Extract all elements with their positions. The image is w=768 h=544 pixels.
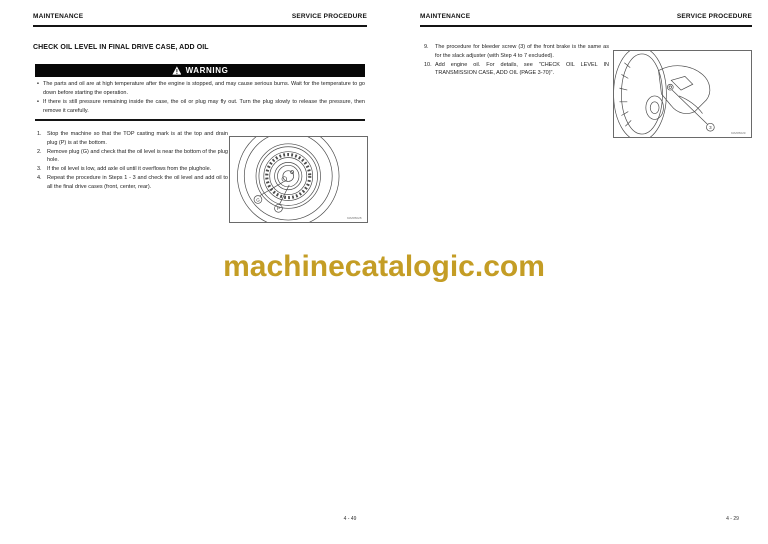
step-number: 2. [37,148,42,155]
procedure-step [37,130,228,148]
figure-code: 9JM05028 [346,216,362,221]
right-header-service-procedure: SERVICE PROCEDURE [676,13,752,20]
step-text: If the oil level is low, add axle oil until it overflows from the plughole. [47,166,212,173]
left-header-rule [33,25,367,27]
step-text: Repeat the procedure in Steps 1 - 3 and check the oil level and add oil to all the final drive cases (front, center, rear). [47,174,228,190]
left-procedure-steps [37,130,228,210]
figure-label-g: G [256,197,260,203]
figure-code: 9JM05029 [731,131,746,136]
procedure-step [37,148,228,166]
warning-triangle-icon [172,66,182,75]
warning-bullets [37,80,365,118]
bullet-marker: • [37,99,39,105]
step-text: Stop the machine so that the TOP casting mark is at the top and drain plug (P) is at the bottom. [47,131,228,146]
warning-bullet [37,80,365,98]
step-number: 9. [424,44,429,50]
figure-label-3: 3 [709,124,712,130]
left-page-number: 4 - 49 [343,516,357,522]
figure-final-drive-case [229,136,368,223]
watermark: machinecatalogic.com [223,250,545,283]
procedure-step [37,174,228,192]
step-number: 1. [37,131,42,137]
step-text: Remove plug (G) and check that the oil level is near the bottom of the plug hole. [47,148,228,164]
left-header-service-procedure: SERVICE PROCEDURE [291,13,367,20]
procedure-step [424,43,609,61]
left-page-title: CHECK OIL LEVEL IN FINAL DRIVE CASE, ADD OIL [33,44,209,51]
right-page-number: 4 - 29 [726,516,739,522]
procedure-step [424,61,609,79]
figure-brake-bleeder [613,50,752,138]
warning-label: WARNING [185,66,229,75]
brake-bleeder-drawing [614,51,751,137]
left-header-maintenance: MAINTENANCE [33,13,84,20]
warning-bullet-text: If there is still pressure remaining inside the case, the oil or plug may fly out. Turn the plug slowly to release the pressure, then remove it carefully. [43,99,365,114]
warning-bullet [37,98,365,116]
right-header-rule [420,25,752,27]
final-drive-drawing [230,137,367,222]
step-number: 3. [37,166,42,173]
step-text: The procedure for bleeder screw (3) of the front brake is the same as for the slack adjuster (with Step 4 to 7 excluded). [435,44,609,59]
right-header-maintenance: MAINTENANCE [420,13,471,20]
warning-bullet-text: The parts and oil are at high temperature after the engine is stopped, and may cause serious burns. Wait for the temperature to go down before starting the operation. [43,81,365,96]
procedure-step [37,165,228,174]
bullet-marker: • [37,81,39,87]
step-text: Add engine oil. For details, see "CHECK OIL LEVEL IN TRANSMISSION CASE, ADD OIL (PAGE 3-70)". [435,61,609,77]
step-number: 10. [424,61,432,68]
right-procedure-steps [424,43,609,95]
figure-label-p: P [276,206,280,212]
step-number: 4. [37,174,42,181]
warning-bottom-rule [35,119,365,121]
warning-banner [35,64,365,77]
